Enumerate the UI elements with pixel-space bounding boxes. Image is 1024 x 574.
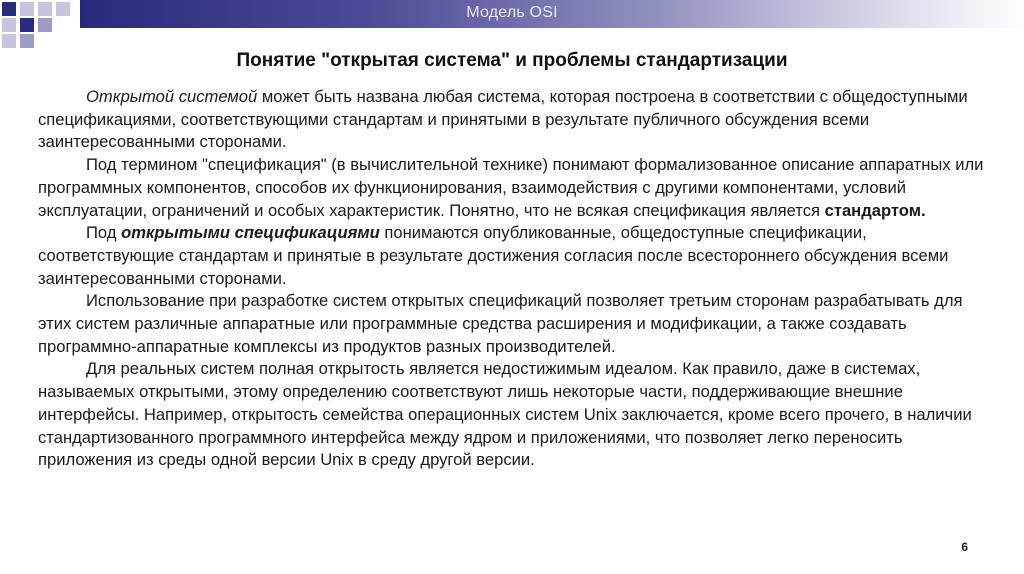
slide-body (38, 86, 986, 472)
paragraph-open-system (38, 86, 986, 154)
paragraph-usage (38, 290, 986, 358)
paragraph-lead: Под (86, 223, 122, 243)
paragraph-text: Для реальных систем полная открытость является недостижимым идеалом. Как правило, даже в системах, называемых открытыми, этому определению соответствуют лишь некоторые части, поддерживающие внешние интерфейсы. Например, открытость семейства операционных систем Unix заключается, кроме всего прочего, в наличии стандартизованного программного интерфейса между ядром и приложениями, что позволяет легко переносить приложения из среды одной версии Unix в среду другой версии. (38, 359, 972, 470)
paragraph-text: Под термином "спецификация" (в вычислительной технике) понимают формализованное описание аппаратных или программных компонентов, способов их функционирования, взаимодействия с другими компонентами, условий эксплуатации, ограничений и особых характеристик. Понятно, что не всякая спецификация является (38, 155, 984, 220)
strong-emphasis-term: открытыми спецификациями (121, 223, 380, 243)
paragraph-text: понимаются опубликованные, общедоступные спецификации, соответствующие стандартам и принятые в результате достижения согласия после всестороннего обсуждения всеми заинтересованными сторонами. (38, 223, 949, 288)
paragraph-real-systems (38, 358, 986, 472)
paragraph-open-specifications (38, 222, 986, 290)
paragraph-text: может быть названа любая система, которая построена в соответствии с общедоступными спецификациями, соответствующими стандартам и принятыми в результате публичного обсуждения всеми заинтересованными сторонами. (38, 87, 968, 152)
paragraph-text: Использование при разработке систем открытых спецификаций позволяет третьим сторонам разрабатывать для этих систем различные аппаратные или программные средства расширения и модификации, а также создавать программно-аппаратные комплексы из продуктов разных производителей. (38, 291, 963, 356)
page-number: 6 (961, 540, 968, 554)
paragraph-specification (38, 154, 986, 222)
slide-title: Понятие "открытая система" и проблемы стандартизации (236, 50, 788, 71)
strong-term: стандартом. (824, 200, 926, 220)
emphasis-term: Открытой системой (86, 87, 258, 106)
decor-square (20, 34, 34, 48)
slide-header-title: Модель OSI (466, 4, 558, 21)
decor-square (2, 34, 16, 48)
